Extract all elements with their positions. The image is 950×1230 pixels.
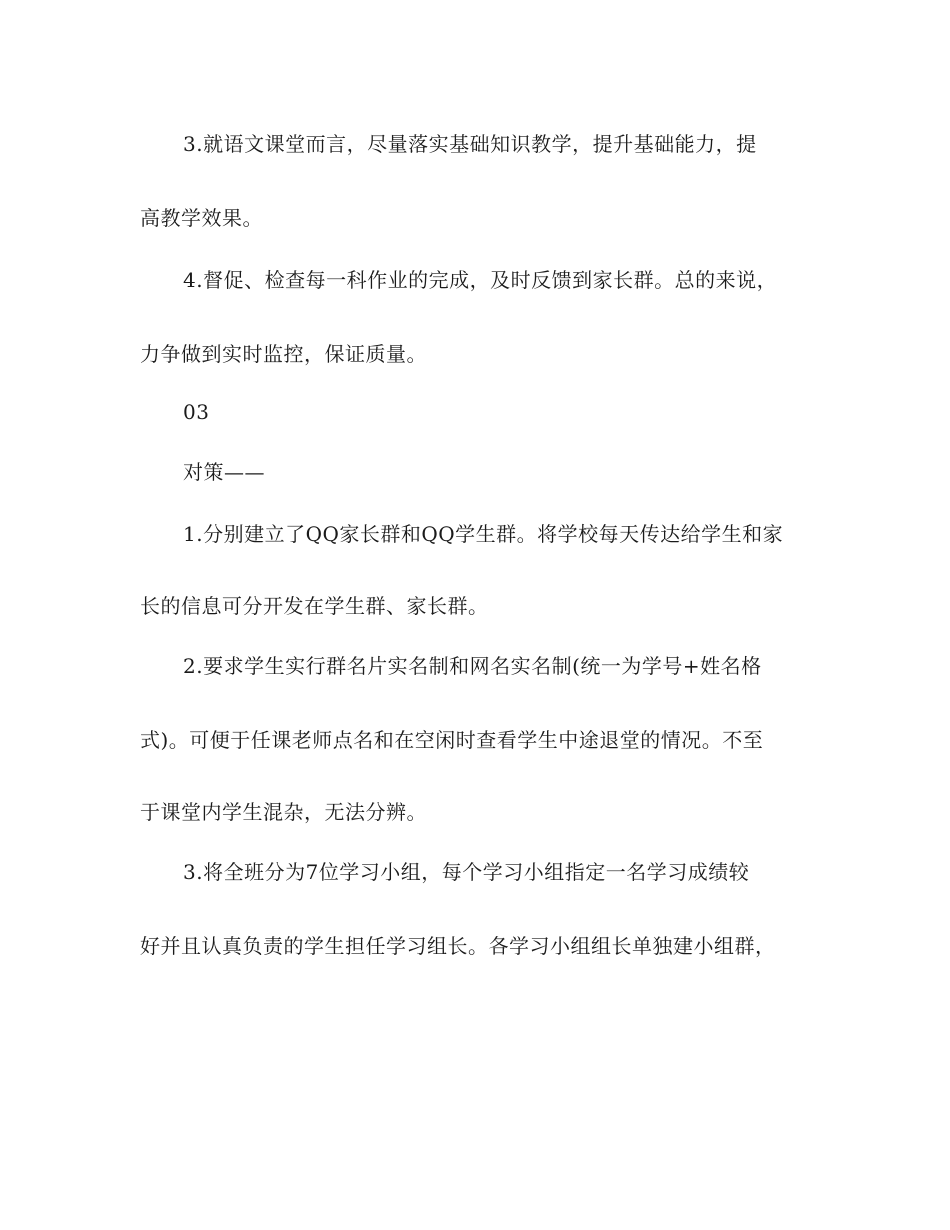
item-1-line-2: 长的信息可分开发在学生群、家长群。 [140,594,489,618]
section-heading: 对策—— [183,460,265,484]
item-1-line-1: 1.分别建立了QQ家长群和QQ学生群。将学校每天传达给学生和家 [183,522,784,546]
paragraph-4-line-2: 力争做到实时监控，保证质量。 [140,342,427,366]
section-number: 03 [183,400,210,424]
item-2-line-2: 式)。可便于任课老师点名和在空闲时查看学生中途退堂的情况。不至 [140,728,764,752]
item-2-line-3: 于课堂内学生混杂，无法分辨。 [140,800,427,824]
item-3-line-2: 好并且认真负责的学生担任学习组长。各学习小组组长单独建小组群， [140,934,776,958]
paragraph-3-line-1: 3.就语文课堂而言，尽量落实基础知识教学，提升基础能力，提 [183,132,757,156]
item-2-line-1: 2.要求学生实行群名片实名制和网名实名制(统一为学号+姓名格 [183,654,762,678]
paragraph-3-line-2: 高教学效果。 [140,206,263,230]
item-3-line-1: 3.将全班分为7位学习小组，每个学习小组指定一名学习成绩较 [183,860,750,884]
paragraph-4-line-1: 4.督促、检查每一科作业的完成，及时反馈到家长群。总的来说， [183,268,778,292]
